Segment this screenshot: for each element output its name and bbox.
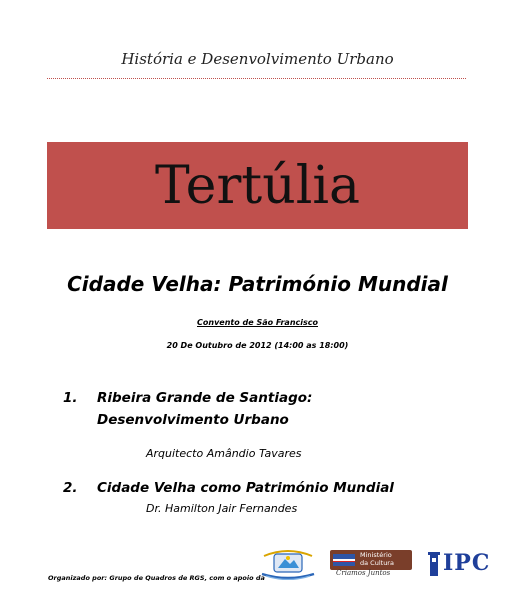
- title-banner: [47, 142, 468, 229]
- header-divider: [47, 78, 466, 79]
- ipc-logo: [427, 550, 501, 576]
- ipc-label: IPC: [443, 550, 491, 576]
- event-date: 20 De Outubro de 2012 (14:00 as 18:00): [166, 341, 349, 350]
- ministry-label-line1: Ministério: [360, 551, 392, 559]
- tower-icon: [427, 550, 441, 576]
- program-item-title: Ribeira Grande de Santiago: Desenvolvimento Urbano: [97, 390, 313, 428]
- program-item-2: [63, 477, 423, 499]
- ministry-tagline: Criamos Juntos: [336, 569, 391, 577]
- document-header: História e Desenvolvimento Urbano: [121, 50, 394, 68]
- program-item-speaker: Arquitecto Amândio Tavares: [146, 447, 302, 460]
- municipal-emblem-logo: [258, 548, 318, 580]
- program-item-number: 2.: [63, 480, 78, 496]
- organizer-note: Organizado por: Grupo de Quadros de RGS, com o apoio da: [48, 574, 265, 582]
- venue: Convento de São Francisco: [197, 318, 318, 327]
- program-item-title: Cidade Velha como Património Mundial: [97, 480, 394, 496]
- ministry-label-line2: da Cultura: [360, 559, 394, 567]
- banner-title: Tertúlia: [155, 155, 360, 216]
- ministry-of-culture-logo: [330, 550, 412, 578]
- program-item-1: [63, 387, 423, 433]
- program-item-number: 1.: [63, 390, 78, 406]
- program-item-speaker: Dr. Hamilton Jair Fernandes: [146, 502, 298, 515]
- event-subtitle: Cidade Velha: Património Mundial: [67, 272, 448, 296]
